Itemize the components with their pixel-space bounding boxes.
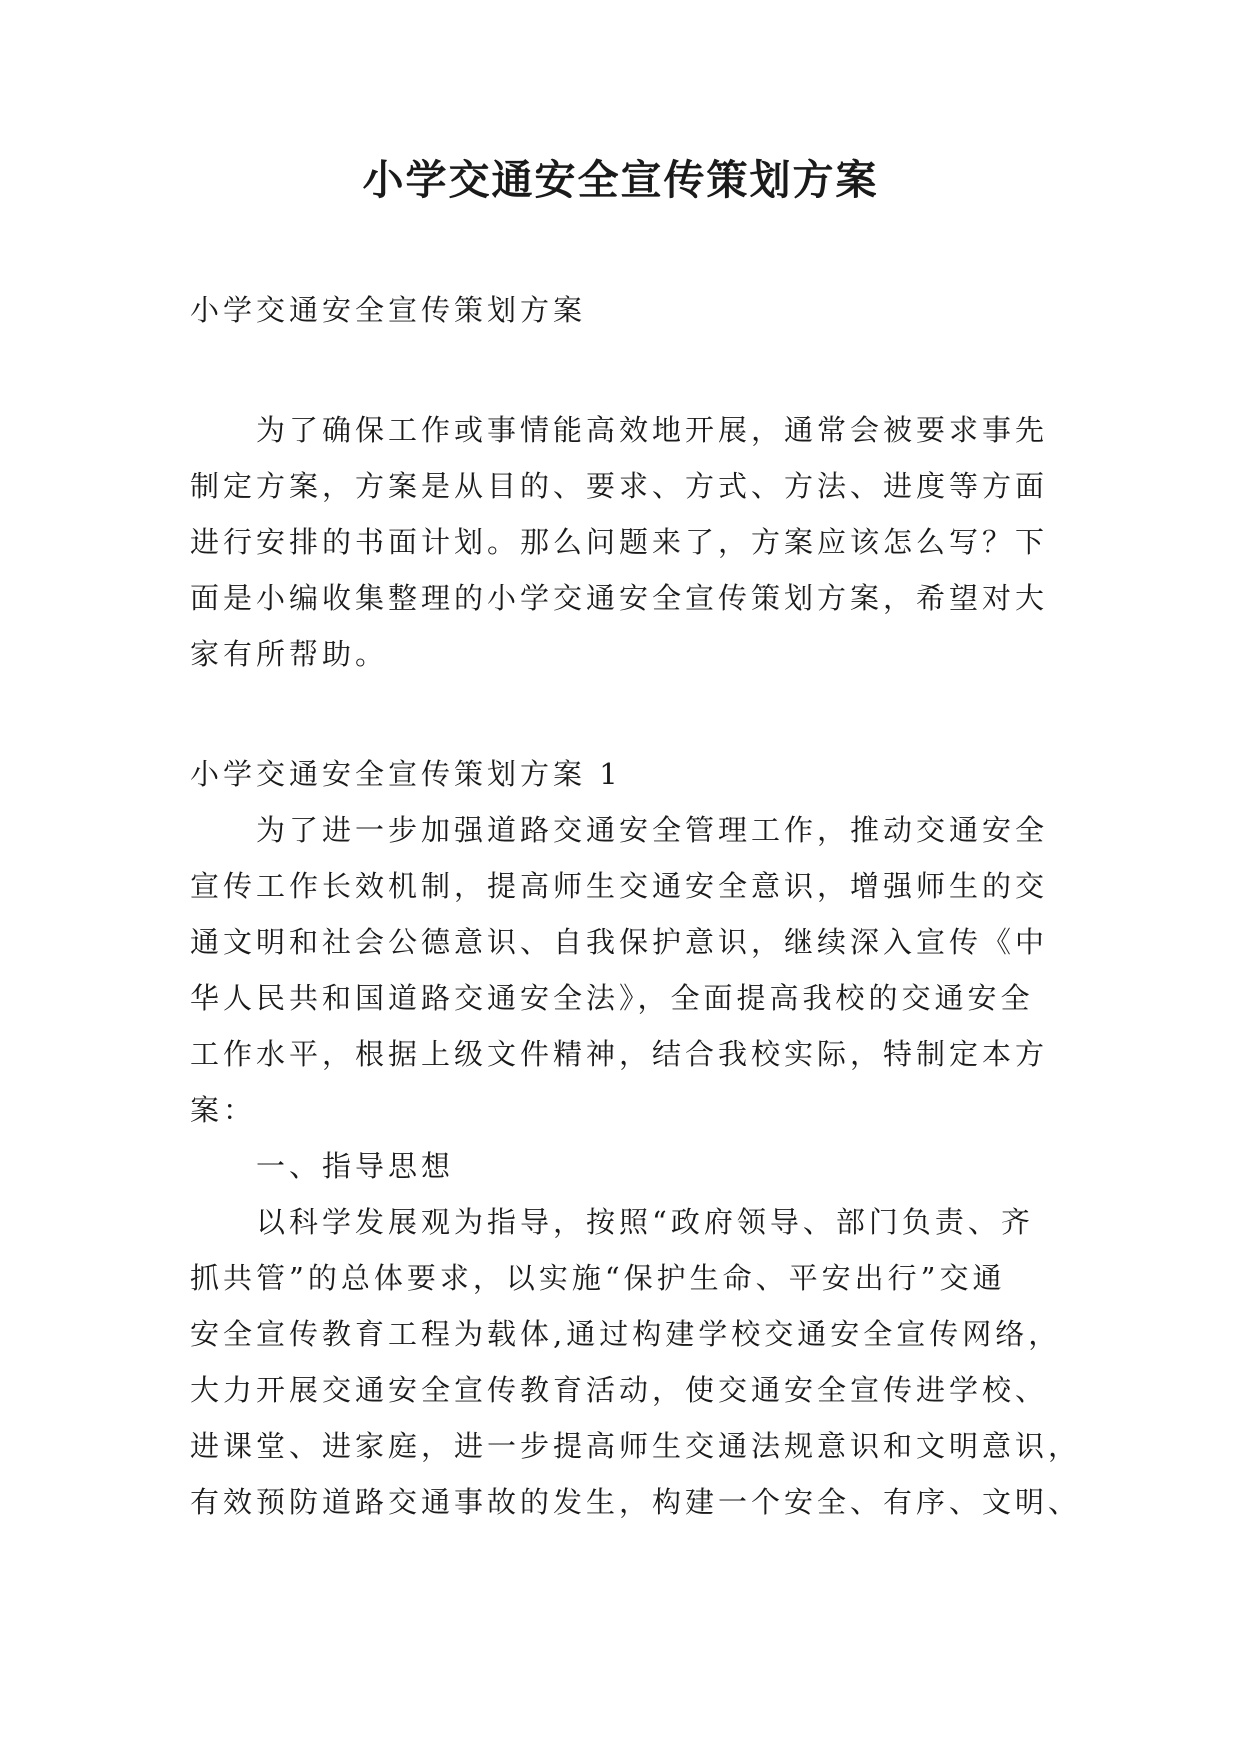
section-heading-text: 小学交通安全宣传策划方案 1 — [190, 757, 622, 791]
guiding-heading-text: 一、指导思想 — [256, 1149, 455, 1183]
guiding-line: 有效预防道路交通事故的发生，构建一个安全、有序、文明、 — [190, 1485, 1082, 1519]
section-line: 通文明和社会公德意识、自我保护意识，继续深入宣传《中 — [190, 925, 1049, 959]
intro-line: 制定方案，方案是从目的、要求、方式、方法、进度等方面 — [190, 469, 1049, 503]
document-title: 小学交通安全宣传策划方案 — [362, 156, 879, 204]
intro-line: 进行安排的书面计划。那么问题来了，方案应该怎么写？下 — [190, 525, 1049, 559]
guiding-heading — [190, 1138, 1050, 1194]
guiding-line: 以科学发展观为指导，按照“政府领导、部门负责、齐 — [256, 1205, 1034, 1239]
section-line: 华人民共和国道路交通安全法》，全面提高我校的交通安全 — [190, 981, 1034, 1015]
section-heading — [190, 746, 1050, 802]
section-line: 工作水平，根据上级文件精神，结合我校实际，特制定本方 — [190, 1037, 1049, 1071]
document-subtitle: 小学交通安全宣传策划方案 — [190, 293, 587, 327]
section-paragraph — [190, 802, 1050, 1138]
intro-line: 面是小编收集整理的小学交通安全宣传策划方案，希望对大 — [190, 581, 1049, 615]
section-line: 案： — [190, 1093, 257, 1127]
intro-paragraph — [190, 402, 1050, 682]
intro-line: 家有所帮助。 — [190, 637, 389, 671]
guiding-line: 安全宣传教育工程为载体,通过构建学校交通安全宣传网络， — [190, 1317, 1062, 1351]
section-line: 为了进一步加强道路交通安全管理工作，推动交通安全 — [256, 813, 1049, 847]
guiding-line: 抓共管”的总体要求，以实施“保护生命、平安出行”交通 — [190, 1261, 1006, 1295]
section-line: 宣传工作长效机制，提高师生交通安全意识，增强师生的交 — [190, 869, 1049, 903]
guiding-line: 进课堂、进家庭，进一步提高师生交通法规意识和文明意识， — [190, 1429, 1082, 1463]
guiding-paragraph — [190, 1194, 1082, 1530]
intro-line: 为了确保工作或事情能高效地开展，通常会被要求事先 — [256, 413, 1049, 447]
guiding-line: 大力开展交通安全宣传教育活动，使交通安全宣传进学校、 — [190, 1373, 1049, 1407]
